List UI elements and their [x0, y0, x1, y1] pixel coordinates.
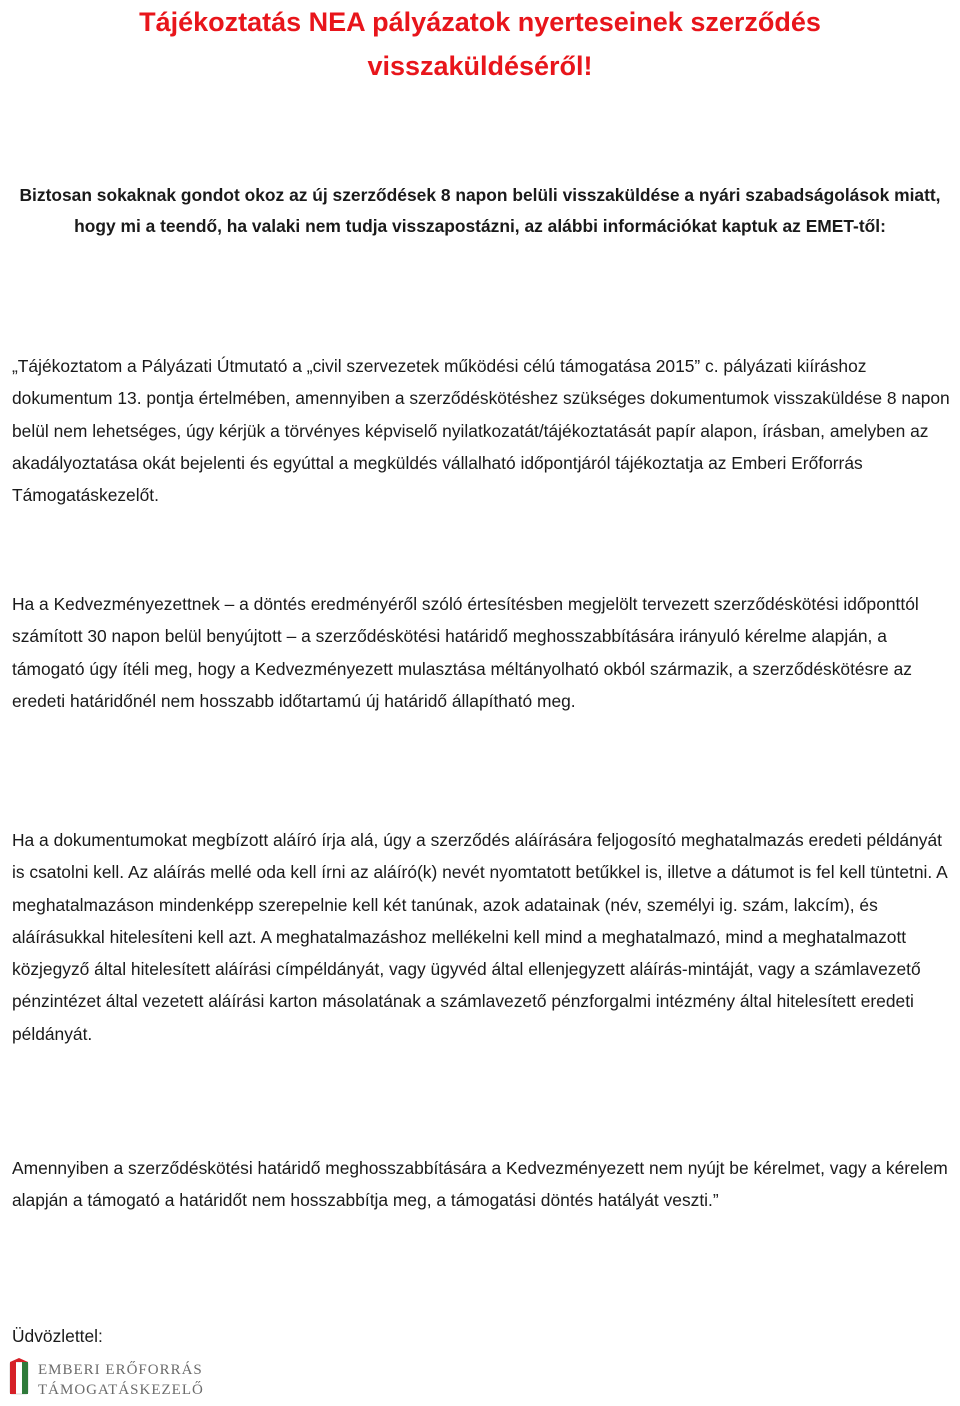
document-title: Tájékoztatás NEA pályázatok nyerteseinek szerződés visszaküldéséről! — [139, 7, 821, 81]
logo-flag-icon — [10, 1358, 28, 1394]
logo-line-2: TÁMOGATÁSKEZELŐ — [38, 1382, 204, 1398]
paragraph-1: „Tájékoztatom a Pályázati Útmutató a „civil szervezetek működési célú támogatása 2015” c. pályázati kiíráshoz dokumentum 13. pontja értelmében, amennyiben a szerződéskötéshez szükséges dokumentumok visszaküldése 8 napon belül nem lehetséges, úgy kérjük a törvényes képviselő nyilatkozatát/tájékoztatását papír alapon, írásban, amelyben az akadályoztatása okát bejelenti és egyúttal a megküldés vállalható időpontjáról tájékoztatja az Emberi Erőforrás Támogatáskezelőt. — [12, 356, 950, 506]
logo-line-1: EMBERI ERŐFORRÁS — [38, 1362, 203, 1378]
paragraph-3: Ha a dokumentumokat megbízott aláíró írja alá, úgy a szerződés aláírására feljogosító meghatalmazás eredeti példányát is csatolni kell. Az aláírás mellé oda kell írni az aláíró(k) nevét nyomtatott betűkkel is, illetve a dátumot is fel kell tüntetni. A meghatalmazáson mindenképp szerepelnie kell két tanúnak, azok adatainak (név, személyi ig. szám, lakcím), és aláírásukkal hitelesíteni kell azt. A meghatalmazáshoz mellékelni kell mind a meghatalmazó, mind a meghatalmazott közjegyző által hitelesített aláírási címpéldányát, vagy ügyvéd által ellenjegyzett aláírás-mintáját, vagy a számlavezető pénzintézet által vezetett aláírási karton másolatának a számlavezető pénzforgalmi intézmény által hitelesített eredeti példányát. — [12, 830, 947, 1044]
logo-flag-green — [22, 1362, 28, 1394]
paragraph-2: Ha a Kedvezményezettnek – a döntés eredményéről szóló értesítésben megjelölt tervezett szerződéskötési időponttól számított 30 napon belül benyújtott – a szerződéskötési határidő meghosszabbítására irányuló kérelme alapján, a támogató úgy ítéli meg, hogy a Kedvezményezett mulasztása méltányolható okból származik, a szerződéskötésre az eredeti határidőnél nem hosszabb időtartamú új határidő állapítható meg. — [12, 594, 919, 711]
intro-paragraph: Biztosan sokaknak gondot okoz az új szerződések 8 napon belüli visszaküldése a nyári szabadságolások miatt, hogy mi a teendő, ha valaki nem tudja visszapostázni, az alábbi információkat kaptuk az EMET-től: — [19, 185, 941, 236]
logo-flag-red — [10, 1362, 16, 1394]
greeting: Üdvözlettel: — [12, 1326, 103, 1346]
paragraph-4: Amennyiben a szerződéskötési határidő meghosszabbítására a Kedvezményezett nem nyújt be kérelmet, vagy a kérelem alapján a támogató a határidőt nem hosszabbítja meg, a támogatási döntés hatályát veszti.” — [12, 1158, 948, 1211]
emet-logo — [8, 1356, 238, 1400]
logo-flag-top — [10, 1358, 28, 1362]
